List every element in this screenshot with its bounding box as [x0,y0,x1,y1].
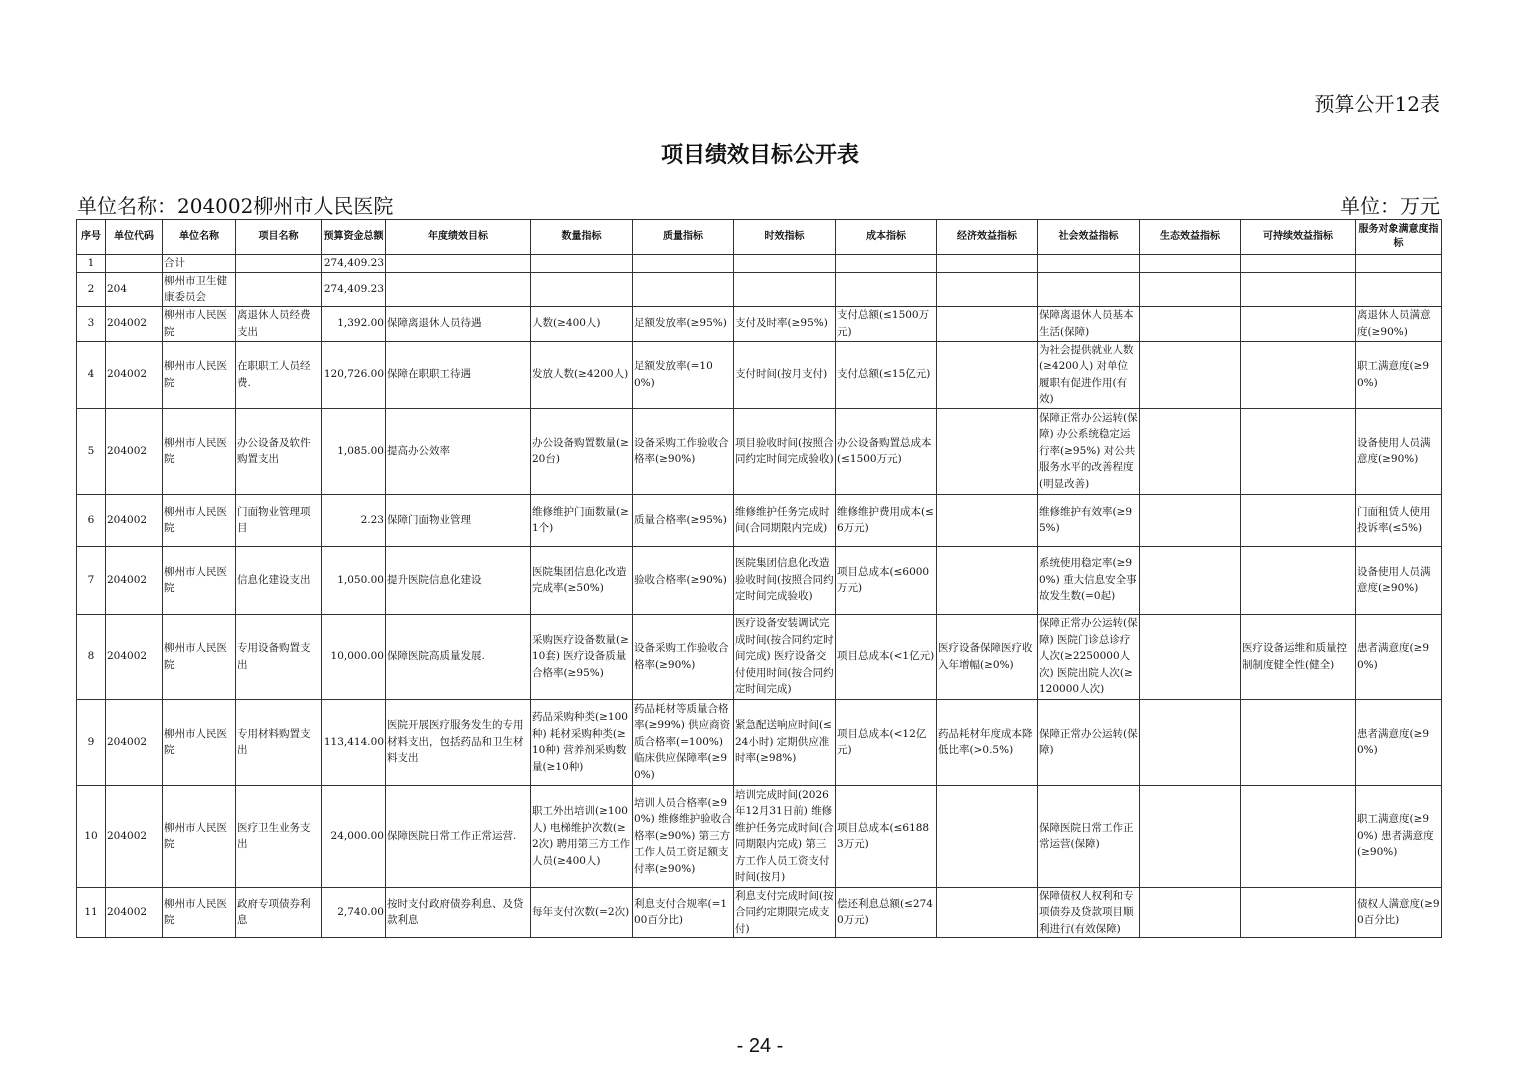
col-quality-indicator-cell: 设备采购工作验收合格率(≥90%) [633,408,734,494]
col-cost-indicator-cell: 项目总成本(≤6000万元) [836,546,937,614]
col-sustainable-benefit-cell [1241,341,1356,408]
col-index-cell: 10 [77,785,106,887]
col-quantity-indicator-cell [531,272,633,306]
col-timeliness-indicator-cell: 支付时间(按月支付) [734,341,836,408]
col-budget-total-cell: 274,409.23 [322,255,386,273]
col-quantity-indicator-cell: 采购医疗设备数量(≥10套) 医疗设备质量合格率(≥95%) [531,614,633,699]
col-budget-total-cell: 2,740.00 [322,887,386,938]
col-satisfaction-cell [1356,255,1442,273]
col-annual-goal-cell [386,255,531,273]
table-row [77,699,1442,785]
col-project-name-cell: 政府专项债券利息 [236,887,322,938]
col-project-name-cell: 专用设备购置支出 [236,614,322,699]
col-sustainable-benefit-cell [1241,255,1356,273]
col-budget-total-cell: 2.23 [322,494,386,546]
col-ecological-benefit-cell [1140,546,1241,614]
col-unit-name-cell: 柳州市人民医院 [163,546,236,614]
table-header-row [77,220,1442,255]
col-index-cell: 7 [77,546,106,614]
col-timeliness-indicator-cell [734,255,836,273]
col-economic-benefit-cell: 药品耗材年度成本降低比率(>0.5%) [937,699,1038,785]
col-cost-indicator-cell: 维修维护费用成本(≤6万元) [836,494,937,546]
col-satisfaction-header: 服务对象满意度指标 [1356,220,1442,255]
table-row [77,785,1442,887]
col-unit-name-cell: 柳州市人民医院 [163,887,236,938]
col-timeliness-indicator-cell: 培训完成时间(2026年12月31日前) 维修维护任务完成时间(合同期限内完成) 第三方工作人员工资支付时间(按月) [734,785,836,887]
col-cost-indicator-cell: 支付总额(≤1500万元) [836,306,937,341]
col-quantity-indicator-cell: 维修维护门面数量(≥1个) [531,494,633,546]
col-budget-total-cell: 10,000.00 [322,614,386,699]
col-economic-benefit-cell [937,887,1038,938]
col-unit-code-cell: 204002 [106,494,163,546]
col-unit-name-cell: 柳州市人民医院 [163,306,236,341]
col-cost-indicator-cell: 项目总成本(≤61883万元) [836,785,937,887]
col-unit-code-cell: 204002 [106,699,163,785]
col-ecological-benefit-header: 生态效益指标 [1140,220,1241,255]
col-quality-indicator-header: 质量指标 [633,220,734,255]
col-unit-name-cell: 柳州市人民医院 [163,699,236,785]
col-unit-code-cell: 204002 [106,341,163,408]
col-social-benefit-header: 社会效益指标 [1038,220,1140,255]
col-index-cell: 2 [77,272,106,306]
col-ecological-benefit-cell [1140,255,1241,273]
col-index-cell: 11 [77,887,106,938]
col-quantity-indicator-cell: 药品采购种类(≥100种) 耗材采购种类(≥10种) 营养剂采购数量(≥10种) [531,699,633,785]
col-unit-code-cell: 204002 [106,614,163,699]
col-cost-indicator-cell: 支付总额(≤15亿元) [836,341,937,408]
col-social-benefit-cell [1038,272,1140,306]
col-unit-name-cell: 柳州市人民医院 [163,408,236,494]
col-project-name-header: 项目名称 [236,220,322,255]
col-timeliness-indicator-cell: 医疗设备安装调试完成时间(按合同约定时间完成) 医疗设备交付使用时间(按合同约定时间完成) [734,614,836,699]
col-quality-indicator-cell: 足额发放率(≥95%) [633,306,734,341]
table-row [77,306,1442,341]
col-ecological-benefit-cell [1140,887,1241,938]
col-project-name-cell [236,272,322,306]
col-cost-indicator-cell: 项目总成本(<12亿元) [836,699,937,785]
col-cost-indicator-cell: 偿还利息总额(≤2740万元) [836,887,937,938]
col-satisfaction-cell [1356,272,1442,306]
col-economic-benefit-cell [937,272,1038,306]
col-project-name-cell [236,255,322,273]
col-unit-code-cell [106,255,163,273]
col-project-name-cell: 门面物业管理项目 [236,494,322,546]
col-budget-total-cell: 24,000.00 [322,785,386,887]
col-sustainable-benefit-cell: 医疗设备运维和质量控制制度健全性(健全) [1241,614,1356,699]
col-cost-indicator-header: 成本指标 [836,220,937,255]
col-index-cell: 4 [77,341,106,408]
currency-unit: 单位：万元 [1340,194,1440,218]
col-quantity-indicator-cell: 人数(≥400人) [531,306,633,341]
col-ecological-benefit-cell [1140,341,1241,408]
col-project-name-cell: 信息化建设支出 [236,546,322,614]
col-index-cell: 8 [77,614,106,699]
col-project-name-cell: 在职职工人员经费. [236,341,322,408]
col-quality-indicator-cell: 培训人员合格率(≥90%) 维修维护验收合格率(≥90%) 第三方工作人员工资足额支付率(≥90%) [633,785,734,887]
col-project-name-cell: 专用材料购置支出 [236,699,322,785]
col-index-header: 序号 [77,220,106,255]
col-unit-name-cell: 柳州市人民医院 [163,494,236,546]
col-social-benefit-cell: 保障正常办公运转(保障) [1038,699,1140,785]
col-satisfaction-cell: 职工满意度(≥90%) 患者满意度(≥90%) [1356,785,1442,887]
page-title: 项目绩效目标公开表 [660,143,859,168]
col-annual-goal-cell: 提升医院信息化建设 [386,546,531,614]
col-quality-indicator-cell: 设备采购工作验收合格率(≥90%) [633,614,734,699]
col-social-benefit-cell: 保障离退休人员基本生活(保障) [1038,306,1140,341]
col-sustainable-benefit-cell [1241,306,1356,341]
col-project-name-cell: 医疗卫生业务支出 [236,785,322,887]
col-quantity-indicator-cell [531,255,633,273]
col-unit-name-cell: 柳州市人民医院 [163,785,236,887]
col-timeliness-indicator-header: 时效指标 [734,220,836,255]
table-code: 预算公开12表 [1314,92,1440,116]
col-budget-total-header: 预算资金总额 [322,220,386,255]
col-timeliness-indicator-cell: 紧急配送响应时间(≤24小时) 定期供应准时率(≥98%) [734,699,836,785]
col-quality-indicator-cell: 质量合格率(≥95%) [633,494,734,546]
col-budget-total-cell: 113,414.00 [322,699,386,785]
col-cost-indicator-cell [836,272,937,306]
col-economic-benefit-cell [937,341,1038,408]
col-project-name-cell: 离退休人员经费支出 [236,306,322,341]
col-annual-goal-cell: 保障离退休人员待遇 [386,306,531,341]
col-quality-indicator-cell: 利息支付合规率(=100百分比) [633,887,734,938]
col-timeliness-indicator-cell: 支付及时率(≥95%) [734,306,836,341]
col-quality-indicator-cell: 验收合格率(≥90%) [633,546,734,614]
col-unit-code-cell: 204002 [106,306,163,341]
col-unit-name-cell: 柳州市人民医院 [163,614,236,699]
table-row [77,272,1442,306]
col-ecological-benefit-cell [1140,408,1241,494]
table-row [77,255,1442,273]
col-economic-benefit-cell [937,408,1038,494]
col-quantity-indicator-header: 数量指标 [531,220,633,255]
col-quantity-indicator-cell: 医院集团信息化改造完成率(≥50%) [531,546,633,614]
col-budget-total-cell: 1,050.00 [322,546,386,614]
col-budget-total-cell: 1,085.00 [322,408,386,494]
table-row [77,341,1442,408]
col-sustainable-benefit-cell [1241,408,1356,494]
col-annual-goal-cell: 保障医院高质量发展. [386,614,531,699]
col-satisfaction-cell: 设备使用人员满意度(≥90%) [1356,546,1442,614]
col-sustainable-benefit-cell [1241,494,1356,546]
table-row [77,494,1442,546]
col-timeliness-indicator-cell [734,272,836,306]
col-social-benefit-cell: 保障正常办公运转(保障) 办公系统稳定运行率(≥95%) 对公共服务水平的改善程度(明显改善) [1038,408,1140,494]
col-project-name-cell: 办公设备及软件购置支出 [236,408,322,494]
col-unit-code-header: 单位代码 [106,220,163,255]
col-satisfaction-cell: 患者满意度(≥90%) [1356,699,1442,785]
col-timeliness-indicator-cell: 医院集团信息化改造验收时间(按照合同约定时间完成验收) [734,546,836,614]
page-number: - 24 - [736,1035,784,1057]
col-unit-name-cell: 柳州市卫生健康委员会 [163,272,236,306]
col-ecological-benefit-cell [1140,614,1241,699]
col-sustainable-benefit-cell [1241,887,1356,938]
col-quality-indicator-cell: 足额发放率(=100%) [633,341,734,408]
col-sustainable-benefit-cell [1241,699,1356,785]
col-unit-name-header: 单位名称 [163,220,236,255]
col-quality-indicator-cell [633,255,734,273]
col-index-cell: 9 [77,699,106,785]
table-row [77,887,1442,938]
col-index-cell: 6 [77,494,106,546]
col-annual-goal-cell: 保障门面物业管理 [386,494,531,546]
col-satisfaction-cell: 门面租赁人使用投诉率(≤5%) [1356,494,1442,546]
col-quantity-indicator-cell: 职工外出培训(≥100人) 电梯维护次数(≥2次) 聘用第三方工作人员(≥400人) [531,785,633,887]
col-social-benefit-cell: 保障债权人权利和专项债券及贷款项目顺利进行(有效保障) [1038,887,1140,938]
col-ecological-benefit-cell [1140,494,1241,546]
col-satisfaction-cell: 职工满意度(≥90%) [1356,341,1442,408]
col-ecological-benefit-cell [1140,785,1241,887]
col-sustainable-benefit-cell [1241,272,1356,306]
table-row [77,408,1442,494]
col-unit-code-cell: 204002 [106,408,163,494]
col-annual-goal-cell: 保障医院日常工作正常运营. [386,785,531,887]
col-social-benefit-cell: 维修维护有效率(≥95%) [1038,494,1140,546]
col-social-benefit-cell: 保障医院日常工作正常运营(保障) [1038,785,1140,887]
col-quality-indicator-cell: 药品耗材等质量合格率(≥99%) 供应商资质合格率(=100%) 临床供应保障率(≥90%) [633,699,734,785]
col-economic-benefit-cell [937,494,1038,546]
table-row [77,546,1442,614]
col-satisfaction-cell: 设备使用人员满意度(≥90%) [1356,408,1442,494]
col-annual-goal-cell: 按时支付政府债券利息、及贷款利息 [386,887,531,938]
col-unit-code-cell: 204002 [106,887,163,938]
col-budget-total-cell: 274,409.23 [322,272,386,306]
col-economic-benefit-header: 经济效益指标 [937,220,1038,255]
col-satisfaction-cell: 离退休人员满意度(≥90%) [1356,306,1442,341]
col-budget-total-cell: 120,726.00 [322,341,386,408]
col-annual-goal-cell: 保障在职职工待遇 [386,341,531,408]
col-satisfaction-cell: 患者满意度(≥90%) [1356,614,1442,699]
performance-table [76,219,1442,938]
col-social-benefit-cell: 系统使用稳定率(≥90%) 重大信息安全事故发生数(=0起) [1038,546,1140,614]
col-index-cell: 1 [77,255,106,273]
col-timeliness-indicator-cell: 利息支付完成时间(按合同约定期限完成支付) [734,887,836,938]
col-index-cell: 3 [77,306,106,341]
col-unit-code-cell: 204002 [106,785,163,887]
col-ecological-benefit-cell [1140,272,1241,306]
col-ecological-benefit-cell [1140,306,1241,341]
col-cost-indicator-cell: 项目总成本(<1亿元) [836,614,937,699]
col-quality-indicator-cell [633,272,734,306]
col-unit-code-cell: 204 [106,272,163,306]
col-economic-benefit-cell [937,546,1038,614]
col-annual-goal-header: 年度绩效目标 [386,220,531,255]
col-economic-benefit-cell [937,306,1038,341]
col-unit-name-cell: 柳州市人民医院 [163,341,236,408]
table-row [77,614,1442,699]
col-unit-name-cell: 合计 [163,255,236,273]
col-quantity-indicator-cell: 发放人数(≥4200人) [531,341,633,408]
col-budget-total-cell: 1,392.00 [322,306,386,341]
col-sustainable-benefit-cell [1241,546,1356,614]
col-quantity-indicator-cell: 办公设备购置数量(≥20台) [531,408,633,494]
col-economic-benefit-cell [937,785,1038,887]
col-sustainable-benefit-header: 可持续效益指标 [1241,220,1356,255]
col-annual-goal-cell [386,272,531,306]
col-social-benefit-cell [1038,255,1140,273]
col-satisfaction-cell: 债权人满意度(≥90百分比) [1356,887,1442,938]
col-annual-goal-cell: 医院开展医疗服务发生的专用材料支出，包括药品和卫生材料支出 [386,699,531,785]
col-social-benefit-cell: 为社会提供就业人数(≥4200人) 对单位履职有促进作用(有效) [1038,341,1140,408]
col-quantity-indicator-cell: 每年支付次数(=2次) [531,887,633,938]
col-sustainable-benefit-cell [1241,785,1356,887]
col-index-cell: 5 [77,408,106,494]
col-economic-benefit-cell [937,255,1038,273]
unit-name: 单位名称：204002柳州市人民医院 [77,194,394,218]
col-unit-code-cell: 204002 [106,546,163,614]
col-annual-goal-cell: 提高办公效率 [386,408,531,494]
col-cost-indicator-cell [836,255,937,273]
col-cost-indicator-cell: 办公设备购置总成本(≤1500万元) [836,408,937,494]
col-timeliness-indicator-cell: 项目验收时间(按照合同约定时间完成验收) [734,408,836,494]
col-timeliness-indicator-cell: 维修维护任务完成时间(合同期限内完成) [734,494,836,546]
col-economic-benefit-cell: 医疗设备保障医疗收入年增幅(≥0%) [937,614,1038,699]
col-social-benefit-cell: 保障正常办公运转(保障) 医院门诊总诊疗人次(≥2250000人次) 医院出院人次(≥120000人次) [1038,614,1140,699]
col-ecological-benefit-cell [1140,699,1241,785]
